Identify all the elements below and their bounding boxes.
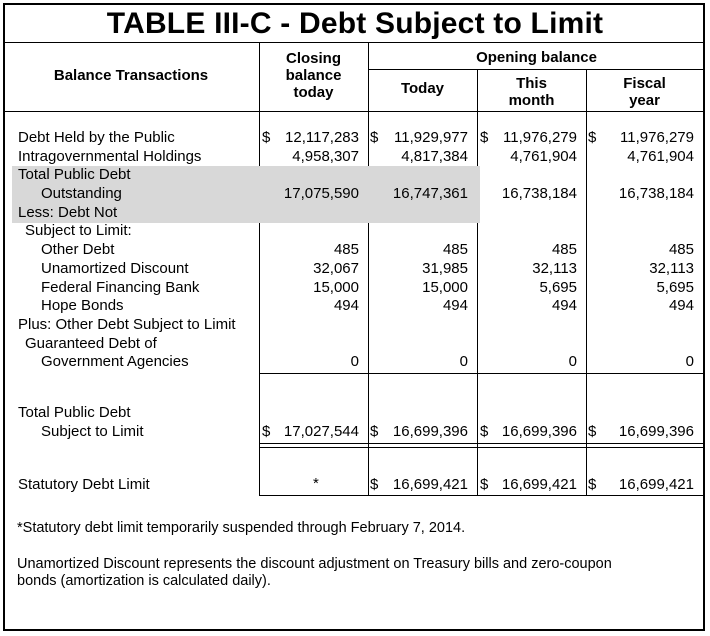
row-label-federal-financing-bank: Federal Financing Bank bbox=[41, 279, 200, 296]
opening-balance-rule bbox=[368, 69, 705, 70]
value-fiscal-year: 4,761,904 bbox=[627, 148, 694, 165]
value-closing: 15,000 bbox=[313, 279, 359, 296]
dollar-sign: $ bbox=[588, 476, 597, 493]
value-fiscal-year: 11,976,279 bbox=[620, 129, 694, 146]
col-divider-4 bbox=[586, 69, 587, 495]
header-today: Today bbox=[400, 80, 445, 97]
header-closing-balance: Closing balance today bbox=[285, 50, 342, 101]
dollar-sign: $ bbox=[370, 423, 379, 440]
dollar-sign: $ bbox=[480, 476, 489, 493]
row-label-held-by-public: Debt Held by the Public bbox=[18, 129, 175, 146]
value-today: 11,929,977 bbox=[394, 129, 468, 146]
value-closing-asterisk: * bbox=[313, 475, 319, 492]
dollar-sign: $ bbox=[588, 423, 597, 440]
header-this-month: This month bbox=[508, 75, 555, 109]
value-closing: 0 bbox=[350, 353, 359, 370]
value-today: 0 bbox=[459, 353, 468, 370]
value-fiscal-year: 32,113 bbox=[649, 260, 694, 277]
value-closing: 12,117,283 bbox=[285, 129, 359, 146]
row-label-less-debt-not: Less: Debt Not bbox=[18, 204, 118, 221]
row-label-total-public-debt-2: Total Public Debt bbox=[18, 404, 131, 421]
value-today: 16,699,421 bbox=[392, 476, 468, 493]
dollar-sign: $ bbox=[480, 423, 489, 440]
value-this-month: 16,699,421 bbox=[501, 476, 577, 493]
value-today: 15,000 bbox=[422, 279, 468, 296]
value-closing: 485 bbox=[333, 241, 359, 258]
dollar-sign: $ bbox=[262, 423, 271, 440]
value-today: 16,699,396 bbox=[392, 423, 468, 440]
value-today: 31,985 bbox=[422, 260, 468, 277]
value-closing: 494 bbox=[333, 297, 359, 314]
value-fiscal-year: 485 bbox=[668, 241, 694, 258]
dollar-sign: $ bbox=[262, 129, 271, 146]
total-rule-2 bbox=[259, 447, 705, 448]
table-title: TABLE III-C - Debt Subject to Limit bbox=[106, 7, 604, 40]
row-label-statutory-debt-limit: Statutory Debt Limit bbox=[18, 476, 150, 493]
footnote-unamortized-2: bonds (amortization is calculated daily). bbox=[17, 573, 271, 589]
value-this-month: 0 bbox=[568, 353, 577, 370]
value-this-month: 16,699,396 bbox=[501, 423, 577, 440]
dollar-sign: $ bbox=[370, 476, 379, 493]
footnote-unamortized-1: Unamortized Discount represents the discount adjustment on Treasury bills and zero-coupon bbox=[17, 556, 612, 572]
section-rule bbox=[259, 373, 705, 374]
row-label-subject-to-limit: Subject to Limit: bbox=[25, 222, 132, 239]
value-today: 485 bbox=[442, 241, 468, 258]
value-fiscal-year: 0 bbox=[685, 353, 694, 370]
footnote-suspended: *Statutory debt limit temporarily suspended through February 7, 2014. bbox=[17, 520, 466, 536]
row-label-hope-bonds: Hope Bonds bbox=[41, 297, 124, 314]
footer-rule bbox=[259, 495, 705, 496]
value-closing: 17,075,590 bbox=[283, 185, 359, 202]
row-label-government-agencies: Government Agencies bbox=[41, 353, 189, 370]
value-closing: 4,958,307 bbox=[292, 148, 359, 165]
row-label-subject-to-limit-total: Subject to Limit bbox=[41, 423, 144, 440]
value-today: 494 bbox=[442, 297, 468, 314]
row-label-guaranteed-debt: Guaranteed Debt of bbox=[25, 335, 157, 352]
value-this-month: 485 bbox=[551, 241, 577, 258]
value-this-month: 4,761,904 bbox=[510, 148, 577, 165]
value-closing: 17,027,544 bbox=[283, 423, 359, 440]
header-fiscal-year: Fiscal year bbox=[623, 75, 666, 109]
dollar-sign: $ bbox=[480, 129, 489, 146]
row-label-outstanding: Outstanding bbox=[41, 185, 122, 202]
title-rule bbox=[3, 42, 705, 43]
row-label-intragov: Intragovernmental Holdings bbox=[18, 148, 202, 165]
header-rule bbox=[3, 111, 705, 112]
value-fiscal-year: 16,699,421 bbox=[618, 476, 694, 493]
row-label-total-public-debt: Total Public Debt bbox=[18, 166, 131, 183]
col-divider-1 bbox=[259, 42, 260, 495]
value-closing: 32,067 bbox=[313, 260, 359, 277]
dollar-sign: $ bbox=[370, 129, 379, 146]
value-this-month: 5,695 bbox=[539, 279, 577, 296]
header-balance-transactions: Balance Transactions bbox=[53, 67, 209, 84]
dollar-sign: $ bbox=[588, 129, 597, 146]
total-rule-1 bbox=[259, 443, 705, 444]
value-today: 16,747,361 bbox=[392, 185, 468, 202]
value-fiscal-year: 16,699,396 bbox=[618, 423, 694, 440]
value-fiscal-year: 16,738,184 bbox=[618, 185, 694, 202]
row-label-unamortized-discount: Unamortized Discount bbox=[41, 260, 189, 277]
value-this-month: 16,738,184 bbox=[501, 185, 577, 202]
value-fiscal-year: 494 bbox=[668, 297, 694, 314]
row-label-plus-other-debt: Plus: Other Debt Subject to Limit bbox=[18, 316, 236, 333]
value-fiscal-year: 5,695 bbox=[656, 279, 694, 296]
col-divider-3 bbox=[477, 69, 478, 495]
row-label-other-debt: Other Debt bbox=[41, 241, 115, 258]
value-this-month: 11,976,279 bbox=[503, 129, 577, 146]
value-today: 4,817,384 bbox=[401, 148, 468, 165]
header-opening-balance: Opening balance bbox=[476, 49, 597, 66]
col-divider-2 bbox=[368, 42, 369, 495]
value-this-month: 494 bbox=[551, 297, 577, 314]
value-this-month: 32,113 bbox=[532, 260, 577, 277]
